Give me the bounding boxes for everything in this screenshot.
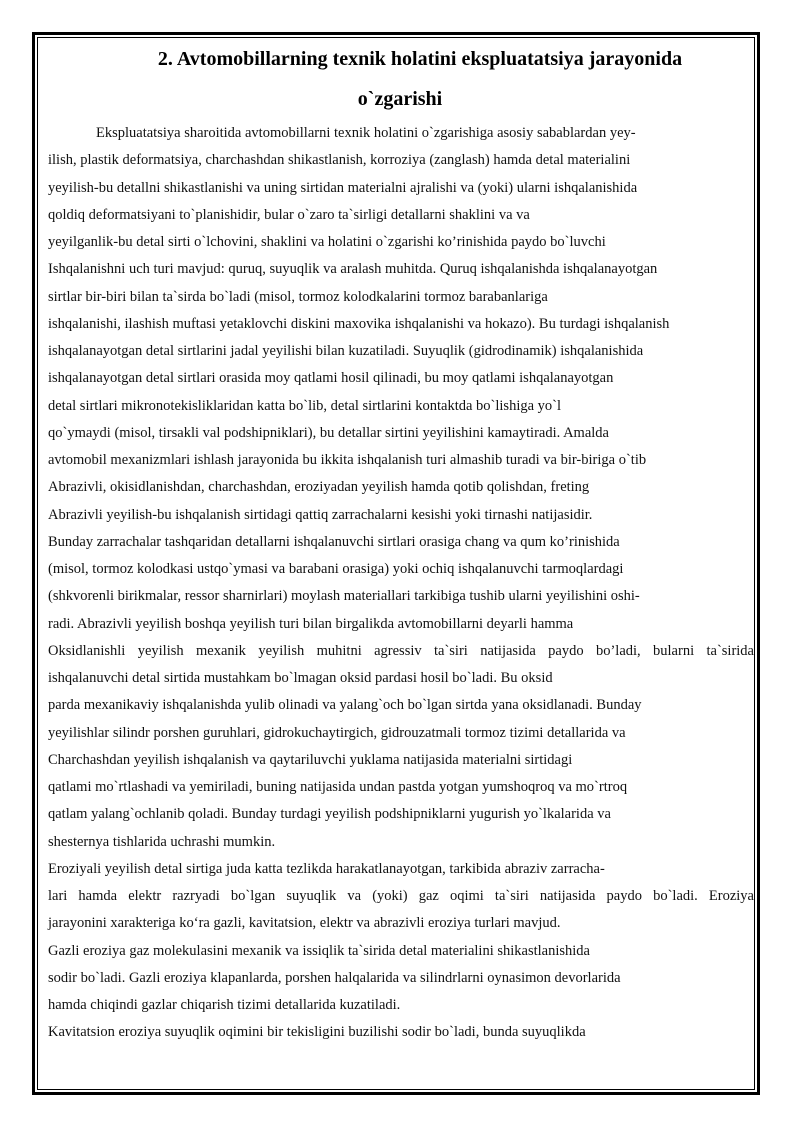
text-line: parda mexanikaviy ishqalanishda yulib olinadi va yalang`och bo`lgan sirtda yana oksidlanadi. Bunday	[48, 697, 642, 714]
text-line: qoldiq deformatsiyani to`planishidir, bular o`zaro ta`sirligi detallarni shaklini va va	[48, 206, 530, 223]
text-line: hamda chiqindi gazlar chiqarish tizimi detallarida kuzatiladi.	[48, 997, 401, 1013]
section-title-line-2: o`zgarishi	[357, 88, 443, 110]
text-line: ilish, plastik deformatsiya, charchashdan shikastlanish, korroziya (zanglash) hamda detal materialini	[48, 152, 631, 169]
text-line: yeyilish-bu detallni shikastlanishi va uning sirtidan materialni ajralishi va (yoki) ularni ishqalanishida	[48, 179, 638, 196]
text-line: Bunday zarrachalar tashqaridan detallarni ishqalanuvchi sirtlari orasiga chang va qum ko’rinishida	[48, 533, 620, 550]
text-line: (shkvorenli birikmalar, ressor sharnirlari) moylash materiallari tarkibiga tushib ularni yeyilishini oshi-	[48, 588, 640, 605]
text-line: Eroziyali yeyilish detal sirtiga juda katta tezlikda harakatlanayotgan, tarkibida abraziv zarracha-	[48, 860, 605, 877]
text-line: ishqalanayotgan detal sirtlari orasida moy qatlami hosil qilinadi, bu moy qatlami ishqalanayotgan	[48, 370, 614, 387]
text-line: Ekspluatatsiya sharoitida avtomobillarni texnik holatini o`zgarishiga asosiy sabablardan yey-	[96, 125, 636, 141]
text-line: Oksidlanishli yeyilish mexanik yeyilish muhitni agressiv ta`siri natijasida paydo bo’ladi, bularni ta`sirida	[48, 642, 754, 659]
text-line: qo`ymaydi (misol, tirsakli val podshipniklari), bu detallar sirtini yeyilishini kamaytiradi. Amalda	[48, 424, 609, 441]
text-line: radi. Abrazivli yeyilish boshqa yeyilish turi bilan birgalikda avtomobillarni deyarli hamma	[48, 615, 574, 632]
text-line: avtomobil mexanizmlari ishlash jarayonida bu ikkita ishqalanish turi almashib turadi va bir-biriga o`tib	[48, 452, 647, 468]
text-line: Abrazivli yeyilish-bu ishqalanish sirtidagi qattiq zarrachalarni kesishi yoki tirnashi natijasidir.	[48, 506, 593, 523]
text-line: sirtlar bir-biri bilan ta`sirda bo`ladi (misol, tormoz kolodkalarini tormoz barabanlariga	[48, 288, 548, 305]
body-text	[48, 120, 754, 1047]
text-line: Charchashdan yeyilish ishqalanish va qaytariluvchi yuklama natijasida materialni sirtidagi	[48, 751, 573, 768]
text-line: shesternya tishlarida uchrashi mumkin.	[48, 833, 276, 850]
text-line: qatlam yalang`ochlanib qoladi. Bunday turdagi yeyilish podshipniklarni yugurish yo`lkalarida va	[48, 806, 611, 823]
text-line: Gazli eroziya gaz molekulasini mexanik va issiqlik ta`sirida detal materialini shikastlanishida	[48, 942, 590, 959]
text-line: qatlami mo`rtlashadi va yemiriladi, buning natijasida undan pastda yotgan yumshoqroq va mo`rtroq	[48, 779, 628, 795]
text-line: lari hamda elektr razryadi bo`lgan suyuqlik va (yoki) gaz oqimi ta`siri natijasida paydo bo`ladi. Eroziya	[48, 888, 754, 904]
text-line: (misol, tormoz kolodkasi ustqo`ymasi va barabani orasiga) yoki ochiq ishqalanuvchi tarmoqlardagi	[48, 561, 624, 577]
text-line: detal sirtlari mikronotekisliklaridan katta bo`lib, detal sirtlarini kontaktda bo`lishiga yo`l	[48, 397, 562, 414]
text-line: ishqalanishi, ilashish muftasi yetaklovchi diskini maxovika ishqalanishi va hokazo). Bu turdagi ishqalanish	[48, 315, 670, 332]
text-line: jarayonini xarakteriga ko‘ra gazli, kavitatsion, elektr va abrazivli eroziya turlari mavjud.	[48, 915, 561, 932]
section-title-line-1: 2. Avtomobillarning texnik holatini ekspluatatsiya jarayonida	[157, 48, 683, 70]
text-line: Kavitatsion eroziya suyuqlik oqimini bir tekisligini buzilishi sodir bo`ladi, bunda suyuqlikda	[48, 1024, 586, 1041]
text-line: yeyilishlar silindr porshen guruhlari, gidrokuchaytirgich, gidrouzatmali tormoz tizimi detallarida va	[48, 724, 626, 741]
text-line: Abrazivli, okisidlanishdan, charchashdan, eroziyadan yeyilish hamda qotib qolishdan, freting	[48, 479, 590, 496]
text-line: ishqalanuvchi detal sirtida mustahkam bo`lmagan oksid pardasi hosil bo`ladi. Bu oksid	[48, 670, 553, 686]
text-line: sodir bo`ladi. Gazli eroziya klapanlarda, porshen halqalarida va silindrlarni oynasimon devorlarida	[48, 969, 621, 986]
text-line: Ishqalanishni uch turi mavjud: quruq, suyuqlik va aralash muhitda. Quruq ishqalanishda ishqalanayotgan	[48, 261, 658, 278]
text-line: ishqalanayotgan detal sirtlarini jadal yeyilishi bilan kuzatiladi. Suyuqlik (gidrodinamik) ishqalanishida	[48, 343, 644, 359]
text-line: yeyilganlik-bu detal sirti o`lchovini, shaklini va holatini o`zgarishi ko’rinishida paydo bo`luvchi	[48, 234, 606, 250]
